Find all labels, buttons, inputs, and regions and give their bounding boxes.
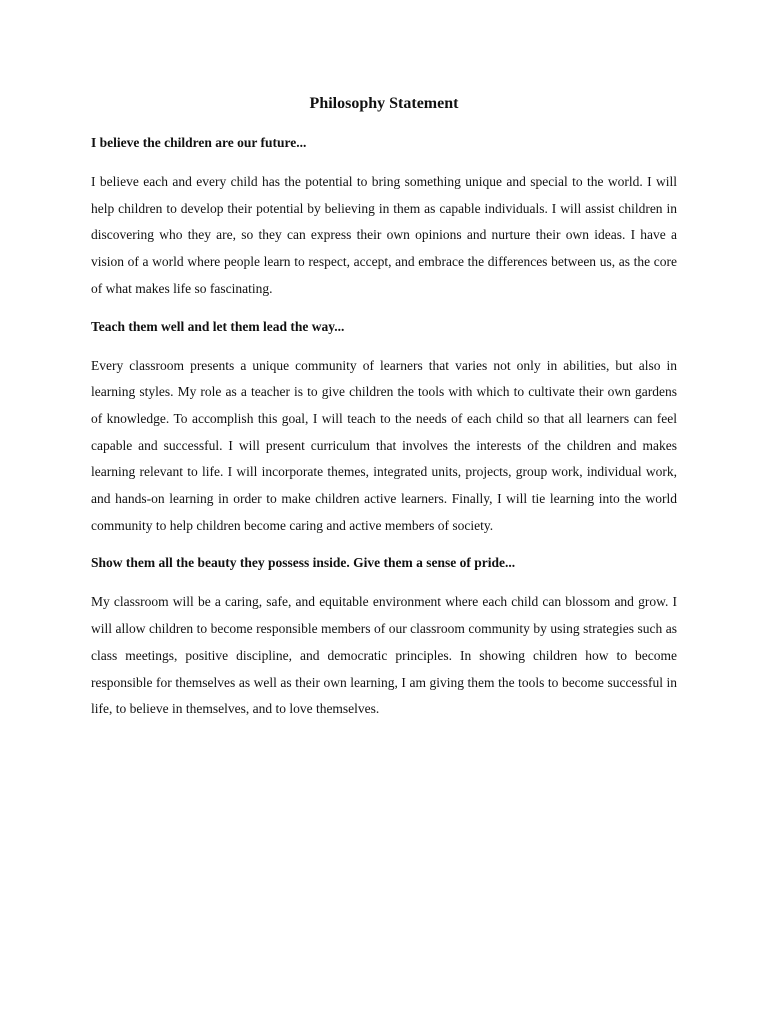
section-paragraph: I believe each and every child has the potential to bring something unique and special to the world. I will help children to develop their potential by believing in them as capable individuals. I will assist children in discovering who they are, so they can express their own opinions and nurture their own ideas. I have a vision of a world where people learn to respect, accept, and embrace the differences between us, as the core of what makes life so fascinating. <box>91 174 677 296</box>
section-heading: Show them all the beauty they possess inside. Give them a sense of pride... <box>91 555 516 571</box>
section-heading: I believe the children are our future... <box>91 135 307 150</box>
section-beauty <box>91 555 677 723</box>
section-paragraph: My classroom will be a caring, safe, and equitable environment where each child can blossom and grow. I will allow children to become responsible members of our classroom community by using strategies such as class meetings, positive discipline, and democratic principles. In showing children how to become responsible for themselves as well as their own learning, I am giving them the tools to become successful in life, to believe in themselves, and to love themselves. <box>91 594 677 717</box>
section-teach <box>91 319 677 540</box>
page-title: Philosophy Statement <box>309 95 459 112</box>
section-heading: Teach them well and let them lead the way... <box>91 318 345 334</box>
document-page <box>91 94 677 739</box>
section-future <box>91 135 677 303</box>
section-paragraph: Every classroom presents a unique community of learners that varies not only in abilities, but also in learning styles. My role as a teacher is to give children the tools with which to cultivate their own gardens of knowledge. To accomplish this goal, I will teach to the needs of each child so that all learners can feel capable and successful. I will present curriculum that involves the interests of the children and makes learning relevant to life. I will incorporate themes, integrated units, projects, group work, individual work, and hands-on learning in order to make children active learners. Finally, I will tie learning into the world community to help children become caring and active members of society. <box>91 357 677 533</box>
